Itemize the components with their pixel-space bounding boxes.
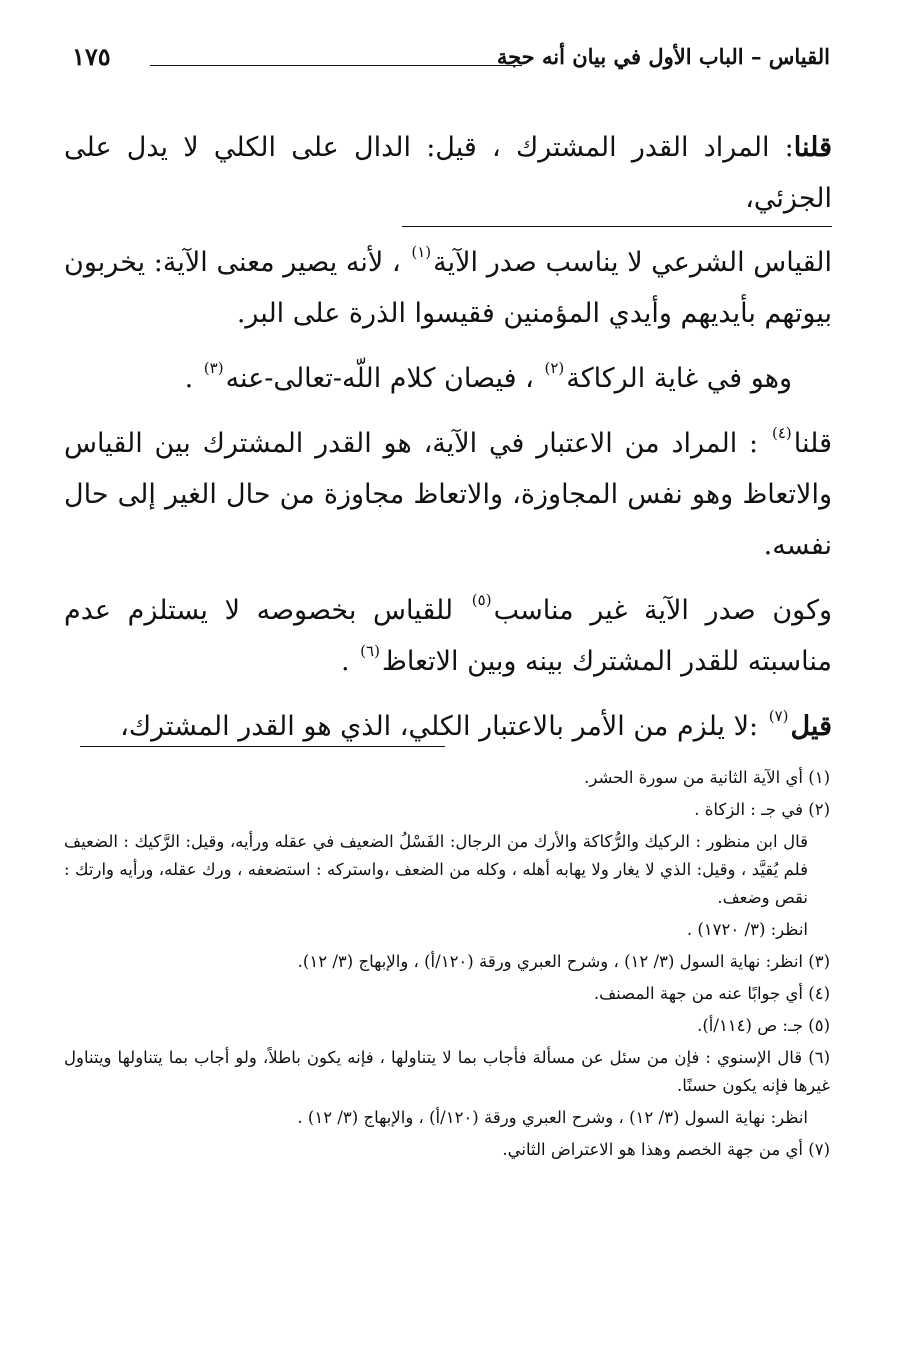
paragraph-2-text-b: ، لأنه يصير معنى الآية: يخربون بيوتهم بأيديهم وأيدي المؤمنين فقيسوا الذرة على البر. [64, 247, 832, 329]
footnote-6: (٦) قال الإسنوي : فإن من سئل عن مسألة فأجاب بما لا يتناولها ، فإنه يكون باطلاً، ولو أجاب بما يتناولها ويتناول غيرها فإنه يكون حسنًا. [64, 1048, 830, 1095]
paragraph-4 [64, 418, 832, 571]
footnote-1: (١) أي الآية الثانية من سورة الحشر. [584, 768, 830, 787]
paragraph-4-text-b: : المراد من الاعتبار في الآية، هو القدر المشترك بين القياس والاتعاظ وهو نفس المجاوزة، والاتعاظ مجاوزة من حال الغير إلى حال نفسه. [64, 428, 832, 561]
footnote-2: (٢) في جـ : الزكاة . [694, 800, 830, 819]
paragraph-6 [64, 701, 832, 752]
footnote-ref-6[interactable]: (٦) [360, 642, 380, 660]
paragraph-4-text-a: قلنا [793, 428, 832, 459]
footnote-ref-2[interactable]: (٢) [544, 359, 565, 377]
footnote-separator [80, 746, 445, 747]
page-header [60, 44, 830, 84]
footnote-6-reference: انظر: نهاية السول (٣/ ١٢) ، وشرح العبري ورقة (١٢٠/أ) ، والإبهاج (٣/ ١٢) . [297, 1108, 808, 1127]
paragraph-3 [64, 353, 832, 404]
paragraph-2 [64, 237, 832, 339]
footnote-ref-4[interactable]: (٤) [771, 424, 792, 442]
keyword-qulna: قلنا [793, 132, 832, 163]
paragraph-2-text-a: القياس الشرعي لا يناسب صدر الآية [433, 247, 832, 278]
footnote-ref-3[interactable]: (٣) [203, 359, 224, 377]
footnote-7: (٧) أي من جهة الخصم وهذا هو الاعتراض الثاني. [502, 1140, 830, 1159]
footnote-ref-5[interactable]: (٥) [471, 591, 492, 609]
paragraph-5-text-c: . [340, 646, 359, 677]
paragraph-1 [64, 122, 832, 224]
paragraph-6-text: :لا يلزم من الأمر بالاعتبار الكلي، الذي هو القدر المشترك، [120, 711, 767, 742]
footnote-ref-7[interactable]: (٧) [768, 707, 789, 725]
footnote-4: (٤) أي جوابًا عنه من جهة المصنف. [593, 984, 830, 1003]
paragraph-3-text-a: وهو في غاية الركاكة [566, 363, 792, 394]
page-number: ١٧٥ [72, 42, 111, 71]
paragraph-3-text-b: ، فيصان كلام اللّه-تعالى-عنه [225, 363, 543, 394]
footnote-ref-1[interactable]: (١) [411, 243, 432, 261]
paragraph-5-text-a: وكون صدر الآية غير مناسب [493, 595, 832, 626]
footnote-2-reference: انظر: (٣/ ١٧٢٠) . [686, 920, 808, 939]
keyword-qil: قيل [790, 711, 832, 742]
header-rule [150, 65, 522, 66]
footnotes [64, 764, 830, 1168]
footnote-2-note: قال ابن منظور : الركيك والرُّكاكة والأرك من الرجال: الفَسْلُ الضعيف في عقله ورأيه، وقيل: الرَّكيك : الضعيف فلم يُقيَّد ، وقيل: الذي لا يغار ولا يهابه أهله ، وكله من الضعف ،واستركه : استضعفه ، ورك عقله، ورأيه وارتك : نقص وضعف. [64, 832, 808, 907]
main-text [64, 122, 832, 766]
paragraph-5 [64, 585, 832, 687]
paragraph-1-text: : المراد القدر المشترك ، قيل: الدال على الكلي لا يدل على الجزئي، [64, 132, 832, 214]
footnote-3: (٣) انظر: نهاية السول (٣/ ١٢) ، وشرح العبري ورقة (١٢٠/أ) ، والإبهاج (٣/ ١٢). [297, 952, 830, 971]
running-title: القياس – الباب الأول في بيان أنه حجة [496, 44, 830, 69]
footnote-5: (٥) جـ: ص (١١٤/أ). [697, 1016, 830, 1035]
section-divider [402, 226, 832, 227]
paragraph-5-text-b: للقياس بخصوصه لا يستلزم عدم مناسبته للقدر المشترك بينه وبين الاتعاظ [64, 595, 832, 677]
paragraph-3-text-c: . [184, 363, 202, 394]
